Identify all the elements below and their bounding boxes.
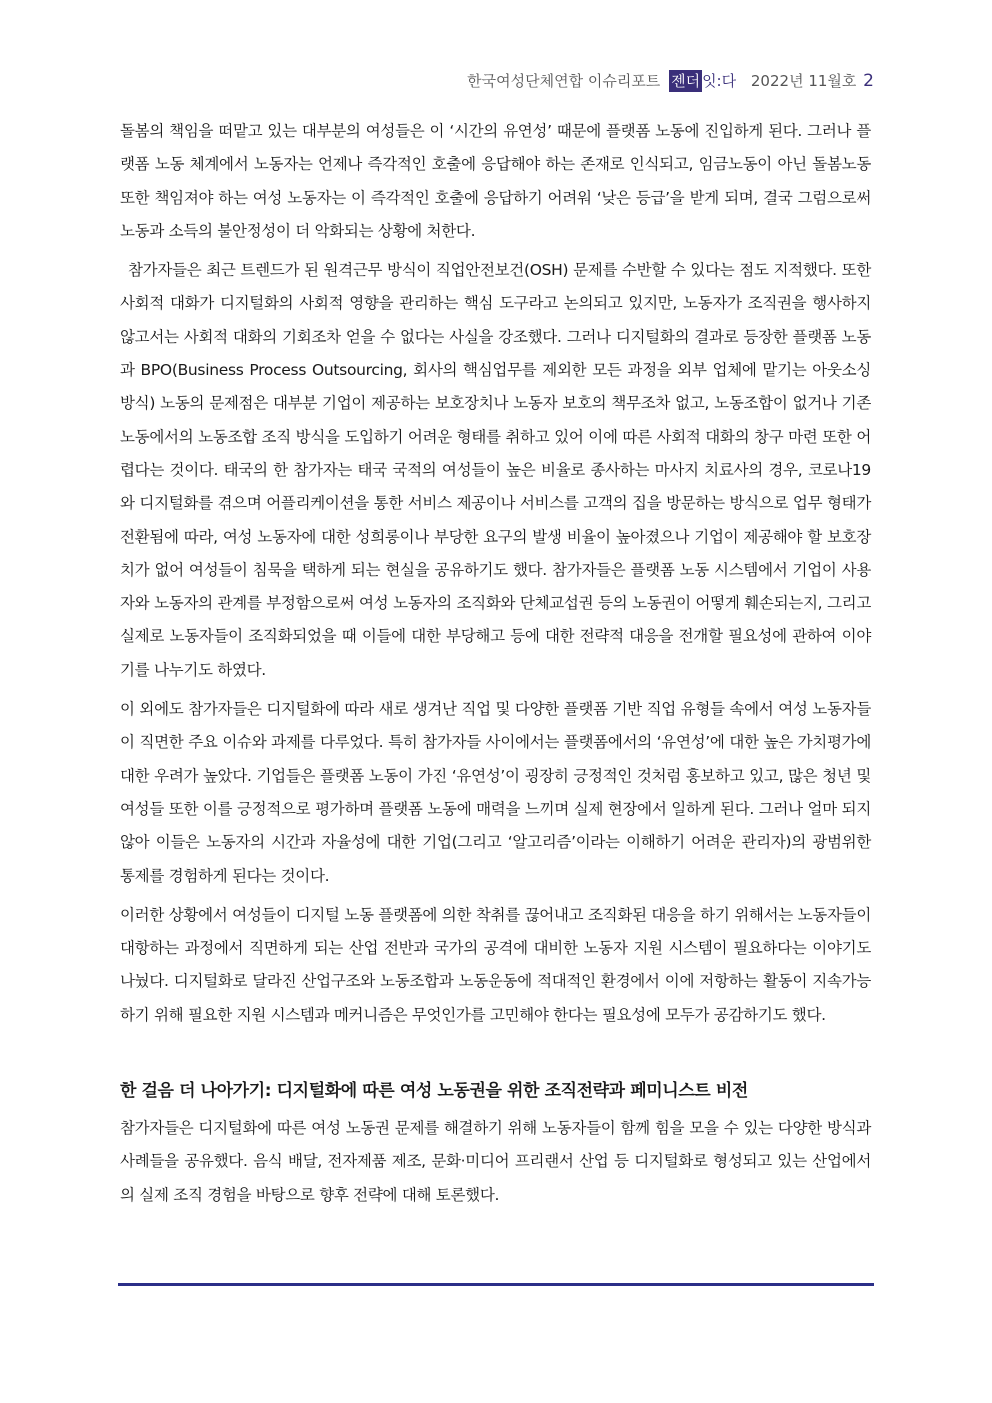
brand-logo-rest: 잇:다 <box>702 72 737 90</box>
page-number: 2 <box>863 71 874 91</box>
page-header <box>467 70 874 92</box>
paragraph-4: 이러한 상황에서 여성들이 디지털 노동 플랫폼에 의한 착취를 끊어내고 조직화된 대응을 하기 위해서는 노동자들이 대항하는 과정에서 직면하게 되는 산업 전반과 국가의 공격에 대비한 노동자 지원 시스템이 필요하다는 이야기도 나눴다. 디지털화로 달라진 산업구조와 노동조합과 노동운동에 적대적인 환경에서 이에 저항하는 활동이 지속가능하기 위해 필요한 지원 시스템과 메커니즘은 무엇인가를 고민해야 한다는 필요성에 모두가 공감하기도 했다. <box>120 905 871 1024</box>
section-paragraph: 참가자들은 디지털화에 따른 여성 노동권 문제를 해결하기 위해 노동자들이 함께 힘을 모을 수 있는 다양한 방식과 사례들을 공유했다. 음식 배달, 전자제품 제조, 문화·미디어 프리랜서 산업 등 디지털화로 형성되고 있는 산업에서의 실제 조직 경험을 바탕으로 향후 전략에 대해 토론했다. <box>120 1119 871 1204</box>
section-heading: 한 걸음 더 나아가기: 디지털화에 따른 여성 노동권을 위한 조직전략과 페미니스트 비전 <box>120 1081 748 1102</box>
issue-date: 2022년 11월호 <box>750 72 857 90</box>
paragraph-1: 돌봄의 책임을 떠맡고 있는 대부분의 여성들은 이 ‘시간의 유연성’ 때문에 플랫폼 노동에 진입하게 된다. 그러나 플랫폼 노동 체계에서 노동자는 언제나 즉각적인 호출에 응답해야 하는 존재로 인식되고, 임금노동이 아닌 돌봄노동 또한 책임져야 하는 여성 노동자는 이 즉각적인 호출에 응답하기 어려워 ‘낮은 등급’을 받게 되며, 결국 그럼으로써 노동과 소득의 불안정성이 더 악화되는 상황에 처한다. <box>120 122 871 240</box>
paragraph-3: 이 외에도 참가자들은 디지털화에 따라 새로 생겨난 직업 및 다양한 플랫폼 기반 직업 유형들 속에서 여성 노동자들이 직면한 주요 이슈와 과제를 다루었다. 특히 참가자들 사이에서는 플랫폼에서의 ‘유연성’에 대한 높은 가치평가에 대한 우려가 높았다. 기업들은 플랫폼 노동이 가진 ‘유연성’이 굉장히 긍정적인 것처럼 홍보하고 있고, 많은 청년 및 여성들 또한 이를 긍정적으로 평가하며 플랫폼 노동에 매력을 느끼며 실제 현장에서 일하게 된다. 그러나 얼마 되지 않아 이들은 노동자의 시간과 자율성에 대한 기업(그리고 ‘알고리즘’이라는 이해하기 어려운 관리자)의 광범위한 통제를 경험하게 된다는 것이다. <box>120 700 871 885</box>
paragraph-2: 참가자들은 최근 트렌드가 된 원격근무 방식이 직업안전보건(OSH) 문제를 수반할 수 있다는 점도 지적했다. 또한 사회적 대화가 디지털화의 사회적 영향을 관리하는 핵심 도구라고 논의되고 있지만, 노동자가 조직권을 행사하지 않고서는 사회적 대화의 기회조차 얻을 수 없다는 사실을 강조했다. 그러나 디지털화의 결과로 등장한 플랫폼 노동과 BPO(Business Process Outsourcing, 회사의 핵심업무를 제외한 모든 과정을 외부 업체에 맡기는 아웃소싱 방식) 노동의 문제점은 대부분 기업이 제공하는 보호장치나 노동자 보호의 책무조차 없고, 노동조합이 없거나 기존 노동에서의 노동조합 조직 방식을 도입하기 어려운 형태를 취하고 있어 이에 따른 사회적 대화의 창구 마련 또한 어렵다는 것이다. 태국의 한 참가자는 태국 국적의 여성들이 높은 비율로 종사하는 마사지 치료사의 경우, 코로나19와 디지털화를 겪으며 어플리케이션을 통한 서비스 제공이나 서비스를 고객의 집을 방문하는 방식으로 업무 형태가 전환됨에 따라, 여성 노동자에 대한 성희롱이나 부당한 요구의 발생 비율이 높아졌으나 기업이 제공해야 할 보호장치가 없어 여성들이 침묵을 택하게 되는 현실을 공유하기도 했다. 참가자들은 플랫폼 노동 시스템에서 기업이 사용자와 노동자의 관계를 부정함으로써 여성 노동자의 조직화와 단체교섭권 등의 노동권이 어떻게 훼손되는지, 그리고 실제로 노동자들이 조직화되었을 때 이들에 대한 부당해고 등에 대한 전략적 대응을 전개할 필요성에 관하여 이야기를 나누기도 하였다. <box>120 261 871 679</box>
brand-logo-box: 젠더 <box>671 72 701 90</box>
footer-divider <box>118 1283 874 1286</box>
document-body <box>120 115 871 1218</box>
report-title: 한국여성단체연합 이슈리포트 <box>467 72 661 90</box>
